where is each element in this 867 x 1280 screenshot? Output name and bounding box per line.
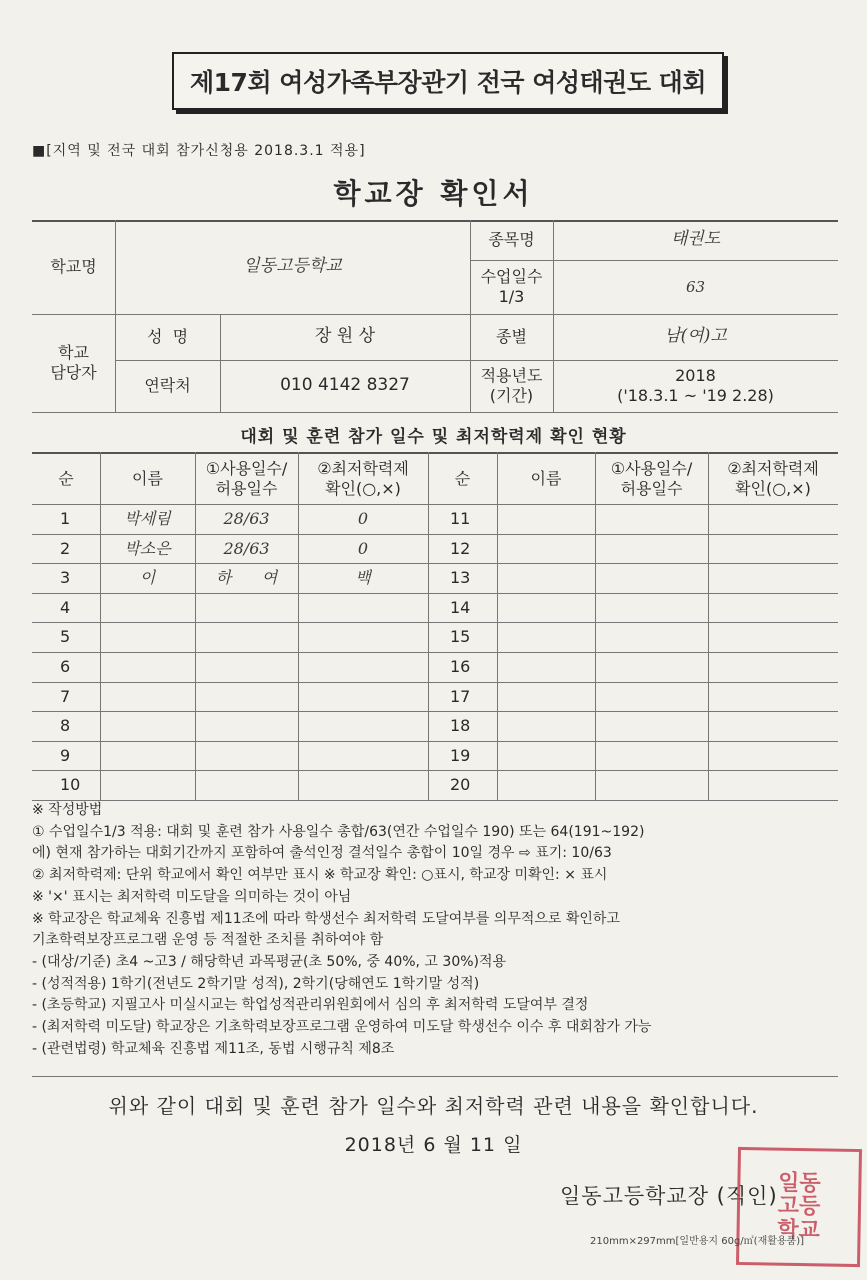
row-number: 9 <box>60 746 71 765</box>
min-academic-check <box>298 770 428 800</box>
min-academic-check <box>298 652 428 682</box>
row-number: 1 <box>60 509 71 528</box>
row-number: 19 <box>450 746 471 765</box>
student-name <box>497 770 595 800</box>
min-academic-check <box>708 563 838 593</box>
row-number: 15 <box>450 627 471 646</box>
note-line: ① 수업일수1/3 적용: 대회 및 훈련 참가 사용일수 총합/63(연간 수업일수 190) 또는 64(191~192) <box>32 823 645 840</box>
min-academic-check <box>708 711 838 741</box>
row-number: 17 <box>450 687 471 706</box>
row-number: 20 <box>450 775 471 794</box>
row-number: 18 <box>450 716 471 735</box>
header-min-academic: ②최저학력제 확인(○,×) <box>317 459 409 498</box>
min-academic-check <box>708 682 838 712</box>
note-line: - (관련법령) 학교체육 진흥법 제11조, 동법 시행규칙 제8조 <box>32 1040 395 1057</box>
school-name-value: 일동고등학교 <box>243 256 342 277</box>
days-used <box>595 741 708 771</box>
year-label: 적용년도 (기간) <box>480 366 543 405</box>
days-used <box>595 682 708 712</box>
event-label: 종목명 <box>488 230 535 249</box>
row-number: 5 <box>60 627 71 646</box>
student-name: 박세림 <box>124 509 171 528</box>
student-name <box>100 652 195 682</box>
min-academic-check: 0 <box>357 509 369 528</box>
paper-spec-footer: 210mm×297mm[일반용지 60g/㎡(재활용품)] <box>590 1236 805 1247</box>
student-name <box>100 682 195 712</box>
type-label: 종별 <box>496 327 527 346</box>
note-line: - (성적적용) 1학기(전년도 2학기말 성적), 2학기(당해연도 1학기말 성적) <box>32 975 480 992</box>
student-name <box>497 741 595 771</box>
row-number: 11 <box>450 509 471 528</box>
days-used: 28/63 <box>223 539 270 558</box>
days-used <box>195 741 298 771</box>
min-academic-check: 0 <box>357 539 369 558</box>
row-number: 8 <box>60 716 71 735</box>
row-number: 10 <box>60 775 81 794</box>
note-line: - (초등학교) 지필고사 미실시교는 학업성적관리위원회에서 심의 후 최저학력 도달여부 결정 <box>32 997 589 1014</box>
student-name <box>497 504 595 534</box>
min-academic-check <box>708 622 838 652</box>
contact-label: 연락처 <box>144 376 191 395</box>
header-min-academic: ②최저학력제 확인(○,×) <box>727 459 819 498</box>
days-used <box>595 652 708 682</box>
days-used: 28/63 <box>223 509 270 528</box>
note-line: ※ '×' 표시는 최저학력 미도달을 의미하는 것이 아님 <box>32 888 352 905</box>
type-value: 남(여)고 <box>664 326 727 347</box>
manager-label: 학교 담당자 <box>50 343 97 382</box>
min-academic-check <box>708 534 838 564</box>
row-number: 2 <box>60 539 71 558</box>
student-name <box>497 534 595 564</box>
official-seal: 일동 고등 학교 <box>736 1147 862 1267</box>
student-name <box>100 622 195 652</box>
row-number: 12 <box>450 539 471 558</box>
days-used <box>195 711 298 741</box>
student-name <box>497 711 595 741</box>
header-name: 이름 <box>132 469 163 488</box>
competition-title: 제17회 여성가족부장관기 전국 여성태권도 대회 <box>172 52 724 110</box>
school-days-label: 수업일수 1/3 <box>480 267 543 306</box>
days-used <box>195 652 298 682</box>
min-academic-check <box>708 770 838 800</box>
student-name <box>497 593 595 623</box>
event-value: 태권도 <box>670 229 721 250</box>
signing-date: 2018년 6 월 11 일 <box>344 1134 523 1156</box>
student-name <box>100 741 195 771</box>
min-academic-check <box>708 652 838 682</box>
days-used <box>595 563 708 593</box>
row-number: 7 <box>60 687 71 706</box>
min-academic-check <box>298 711 428 741</box>
min-academic-check <box>298 593 428 623</box>
year-value: 2018 ('18.3.1 ~ '19 2.28) <box>617 366 774 405</box>
principal-signature: 일동고등학교장 (직인) <box>560 1184 778 1208</box>
student-name <box>497 682 595 712</box>
school-name-label: 학교명 <box>50 257 97 276</box>
min-academic-check <box>298 741 428 771</box>
header-name: 이름 <box>530 469 562 488</box>
note-line: 에) 현재 참가하는 대회기간까지 포함하여 출석인정 결석일수 총합이 10일 경우 ⇨ 표기: 10/63 <box>32 845 612 862</box>
days-used <box>595 593 708 623</box>
student-name <box>497 563 595 593</box>
header-no: 순 <box>58 469 74 488</box>
days-used <box>195 593 298 623</box>
header-days: ①사용일수/ 허용일수 <box>205 459 288 498</box>
note-line: 기초학력보장프로그램 운영 등 적절한 조치를 취하여야 함 <box>32 932 384 949</box>
student-name <box>497 622 595 652</box>
days-used <box>195 770 298 800</box>
row-number: 6 <box>60 657 71 676</box>
student-name <box>497 652 595 682</box>
days-used <box>595 711 708 741</box>
note-line: ※ 학교장은 학교체육 진흥법 제11조에 따라 학생선수 최저학력 도달여부를 의무적으로 확인하고 <box>32 910 620 927</box>
note-line: - (최저학력 미도달) 학교장은 기초학력보장프로그램 운영하여 미도달 학생선수 이수 후 대회참가 가능 <box>32 1019 652 1036</box>
row-number: 14 <box>450 598 471 617</box>
min-academic-check <box>298 622 428 652</box>
manager-name-value: 장 원 상 <box>314 326 376 347</box>
days-used <box>195 682 298 712</box>
document-title: 학교장 확인서 <box>333 177 534 210</box>
days-used <box>595 504 708 534</box>
note-line: ② 최저학력제: 단위 학교에서 확인 여부만 표시 ※ 학교장 확인: ○표시, 학교장 미확인: × 표시 <box>32 867 608 884</box>
header-no: 순 <box>454 469 471 488</box>
header-days: ①사용일수/ 허용일수 <box>610 459 693 498</box>
student-name <box>100 593 195 623</box>
student-name: 이 <box>139 568 156 587</box>
min-academic-check <box>708 593 838 623</box>
min-academic-check <box>708 504 838 534</box>
days-used <box>595 534 708 564</box>
min-academic-check <box>708 741 838 771</box>
form-subtitle: ■[지역 및 전국 대회 참가신청용 2018.3.1 적용] <box>32 143 366 159</box>
days-used <box>595 622 708 652</box>
school-days-value: 63 <box>685 277 706 296</box>
section-title: 대회 및 훈련 참가 일수 및 최저학력제 확인 현황 <box>240 427 627 447</box>
instructions <box>32 800 842 1060</box>
min-academic-check <box>298 682 428 712</box>
name-label: 성 명 <box>146 327 189 346</box>
row-number: 16 <box>450 657 471 676</box>
days-used <box>595 770 708 800</box>
divider <box>32 1076 838 1077</box>
note-line: - (대상/기준) 초4 ~고3 / 해당학년 과목평균(초 50%, 중 40%, 고 30%)적용 <box>32 953 507 970</box>
row-number: 4 <box>60 598 71 617</box>
row-number: 13 <box>450 568 471 587</box>
days-used: 하 여 <box>215 568 278 587</box>
min-academic-check: 백 <box>355 568 371 587</box>
student-name <box>100 770 195 800</box>
divider <box>32 412 838 413</box>
row-number: 3 <box>60 568 71 587</box>
student-name <box>100 711 195 741</box>
note-line: ※ 작성방법 <box>32 802 103 818</box>
confirmation-statement: 위와 같이 대회 및 훈련 참가 일수와 최저학력 관련 내용을 확인합니다. <box>108 1094 759 1118</box>
contact-value: 010 4142 8327 <box>280 375 410 396</box>
student-name: 박소은 <box>124 539 171 558</box>
days-used <box>195 622 298 652</box>
